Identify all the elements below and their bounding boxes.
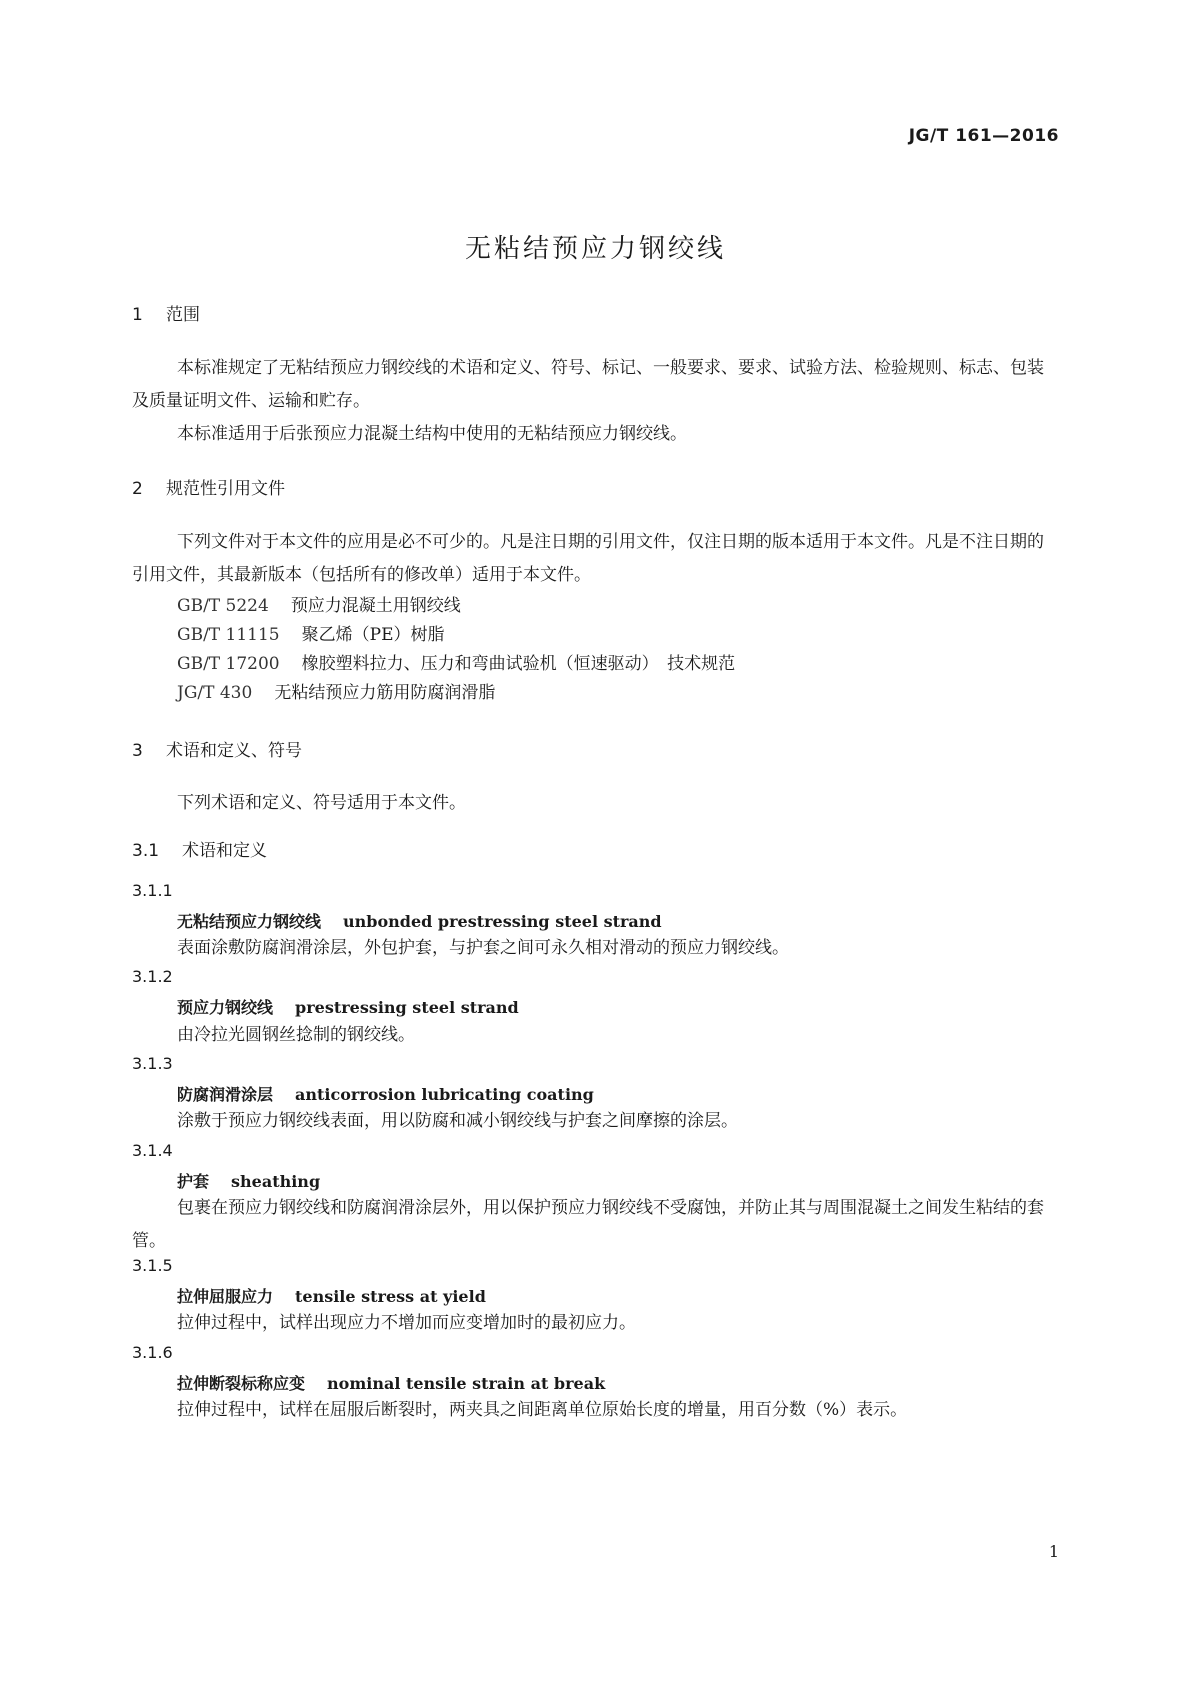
term-en: nominal tensile strain at break bbox=[327, 1374, 606, 1393]
section-1-paragraph-2: 本标准适用于后张预应力混凝土结构中使用的无粘结预应力钢绞线。 bbox=[177, 424, 687, 444]
document-title: 无粘结预应力钢绞线 bbox=[464, 234, 726, 264]
section-title: 规范性引用文件 bbox=[166, 479, 285, 499]
page-number: 1 bbox=[1048, 1542, 1059, 1561]
reference-code: GB/T 17200 bbox=[177, 654, 280, 674]
term-en: tensile stress at yield bbox=[295, 1287, 486, 1306]
clause-number: 3.1.2 bbox=[132, 967, 173, 986]
reference-code: GB/T 11115 bbox=[177, 625, 280, 645]
subsection-number: 3.1 bbox=[132, 841, 160, 861]
reference-title: 预应力混凝土用钢绞线 bbox=[290, 596, 461, 616]
clause-number: 3.1.5 bbox=[132, 1256, 173, 1275]
section-3-paragraph-1: 下列术语和定义、符号适用于本文件。 bbox=[177, 793, 466, 813]
term-zh: 预应力钢绞线 bbox=[177, 998, 274, 1017]
reference-title: 无粘结预应力筋用防腐润滑脂 bbox=[274, 683, 496, 703]
term-heading bbox=[177, 1284, 486, 1307]
clause-number: 3.1.3 bbox=[132, 1054, 173, 1073]
standard-code: JG/T 161—2016 bbox=[908, 126, 1059, 146]
term-zh: 无粘结预应力钢绞线 bbox=[177, 912, 322, 931]
term-zh: 拉伸屈服应力 bbox=[177, 1287, 274, 1306]
term-heading bbox=[177, 1371, 605, 1394]
reference-title: 橡胶塑料拉力、压力和弯曲试验机（恒速驱动） 技术规范 bbox=[301, 654, 736, 674]
term-en: unbonded prestressing steel strand bbox=[343, 912, 662, 931]
subsection-3-1-heading bbox=[132, 836, 267, 861]
subsection-title: 术语和定义 bbox=[182, 841, 267, 861]
reference-title: 聚乙烯（PE）树脂 bbox=[301, 625, 445, 645]
term-definition: 表面涂敷防腐润滑涂层，外包护套，与护套之间可永久相对滑动的预应力钢绞线。 bbox=[177, 938, 789, 958]
clause-number: 3.1.1 bbox=[132, 881, 173, 900]
term-definition: 拉伸过程中，试样在屈服后断裂时，两夹具之间距离单位原始长度的增量，用百分数（%）表示。 bbox=[177, 1400, 908, 1420]
normative-reference bbox=[177, 678, 495, 703]
term-heading bbox=[177, 1082, 594, 1105]
section-3-heading bbox=[132, 736, 302, 761]
normative-reference bbox=[177, 620, 444, 645]
section-number: 2 bbox=[132, 479, 143, 499]
clause-number: 3.1.4 bbox=[132, 1141, 173, 1160]
section-number: 3 bbox=[132, 741, 143, 761]
term-heading bbox=[177, 909, 662, 932]
term-heading bbox=[177, 1169, 320, 1192]
section-1-paragraph-1: 本标准规定了无粘结预应力钢绞线的术语和定义、符号、标记、一般要求、要求、试验方法、检验规则、标志、包装及质量证明文件、运输和贮存。 bbox=[132, 358, 1044, 411]
term-zh: 拉伸断裂标称应变 bbox=[177, 1374, 306, 1393]
section-2-heading bbox=[132, 474, 285, 499]
reference-code: JG/T 430 bbox=[177, 683, 253, 703]
section-1-heading bbox=[132, 300, 200, 325]
term-definition: 由冷拉光圆钢丝捻制的钢绞线。 bbox=[177, 1025, 415, 1045]
section-number: 1 bbox=[132, 305, 143, 325]
term-en: sheathing bbox=[231, 1172, 321, 1191]
term-definition: 拉伸过程中，试样出现应力不增加而应变增加时的最初应力。 bbox=[177, 1313, 636, 1333]
term-en: prestressing steel strand bbox=[295, 998, 519, 1017]
term-definition: 包裹在预应力钢绞线和防腐润滑涂层外，用以保护预应力钢绞线不受腐蚀，并防止其与周围混凝土之间发生粘结的套管。 bbox=[132, 1198, 1044, 1251]
reference-code: GB/T 5224 bbox=[177, 596, 269, 616]
normative-reference bbox=[177, 591, 461, 616]
section-2-paragraph-1: 下列文件对于本文件的应用是必不可少的。凡是注日期的引用文件，仅注日期的版本适用于本文件。凡是不注日期的引用文件，其最新版本（包括所有的修改单）适用于本文件。 bbox=[132, 532, 1044, 585]
term-definition: 涂敷于预应力钢绞线表面，用以防腐和减小钢绞线与护套之间摩擦的涂层。 bbox=[177, 1111, 738, 1131]
term-zh: 护套 bbox=[177, 1172, 210, 1191]
section-title: 范围 bbox=[166, 305, 200, 325]
term-heading bbox=[177, 995, 519, 1018]
clause-number: 3.1.6 bbox=[132, 1343, 173, 1362]
normative-reference bbox=[177, 649, 735, 674]
term-zh: 防腐润滑涂层 bbox=[177, 1085, 274, 1104]
section-title: 术语和定义、符号 bbox=[166, 741, 302, 761]
term-en: anticorrosion lubricating coating bbox=[295, 1085, 594, 1104]
